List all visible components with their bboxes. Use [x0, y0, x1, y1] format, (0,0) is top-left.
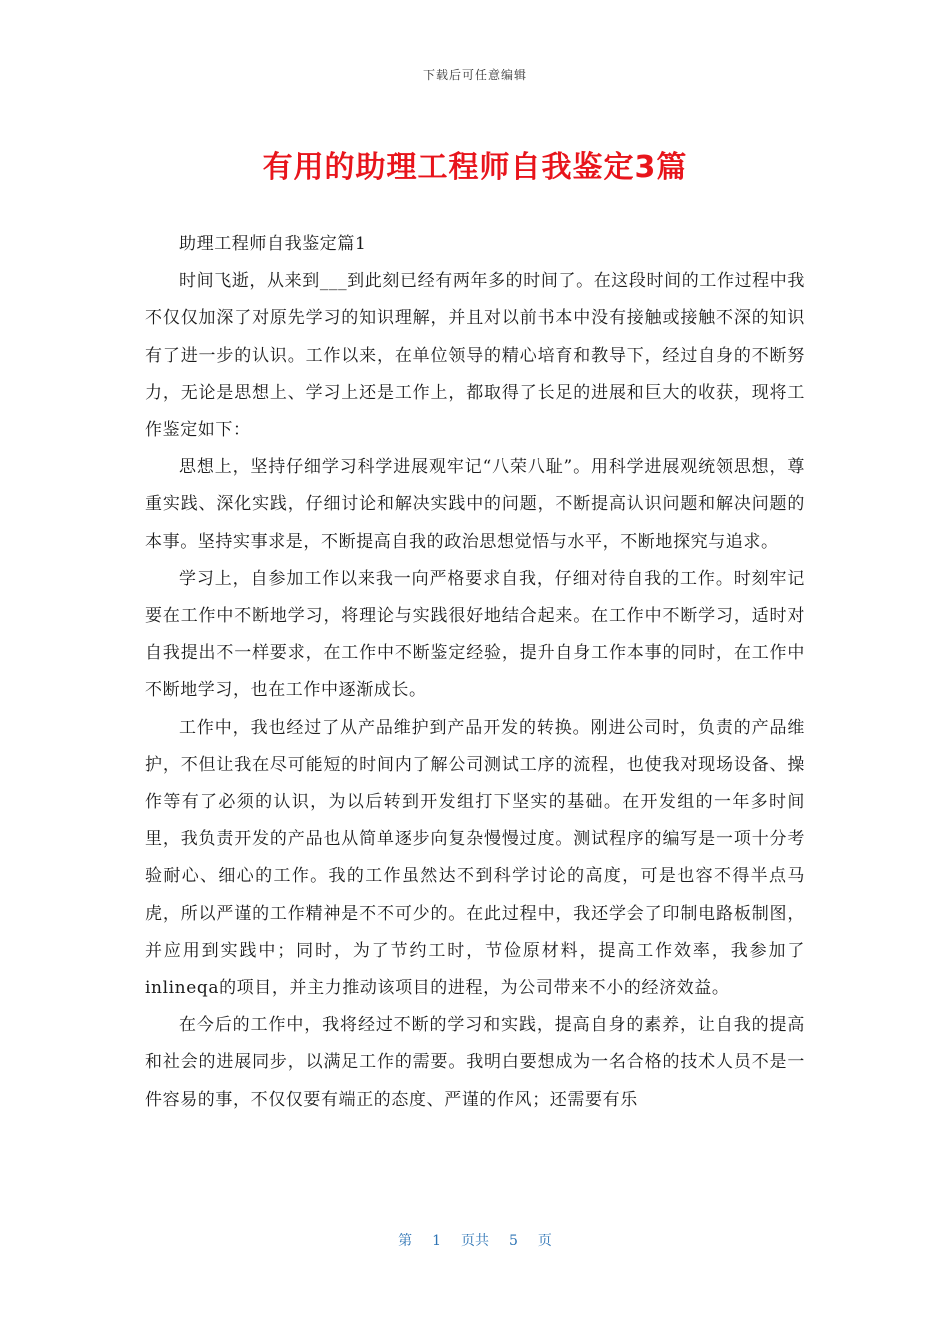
page-label: 第 — [398, 1233, 413, 1249]
page-current: 1 — [432, 1233, 441, 1249]
paragraph-future: 在今后的工作中，我将经过不断的学习和实践，提高自身的素养，让自我的提高和社会的进展同步，以满足工作的需要。我明白要想成为一名合格的技术人员不是一件容易的事，不仅仅要有端正的态度、严谨的作风；还需要有乐 — [145, 1015, 805, 1110]
paragraph-intro: 时间飞逝，从来到___到此刻已经有两年多的时间了。在这段时间的工作过程中我不仅仅加深了对原先学习的知识理解，并且对以前书本中没有接触或接触不深的知识有了进一步的认识。工作以来，在单位领导的精心培育和教导下，经过自身的不断努力，无论是思想上、学习上还是工作上，都取得了长足的进展和巨大的收获，现将工作鉴定如下： — [145, 271, 805, 441]
section-heading: 助理工程师自我鉴定篇1 — [179, 234, 367, 254]
page-mid-label: 页共 — [461, 1233, 489, 1249]
document-body — [145, 226, 805, 1119]
page-total: 5 — [509, 1233, 518, 1249]
page-number — [0, 1230, 950, 1250]
paragraph-study: 学习上，自参加工作以来我一向严格要求自我，仔细对待自我的工作。时刻牢记要在工作中不断地学习，将理论与实践很好地结合起来。在工作中不断学习，适时对自我提出不一样要求，在工作中不断鉴定经验，提升自身工作本事的同时，在工作中不断地学习，也在工作中逐渐成长。 — [145, 568, 805, 701]
paragraph-thought: 思想上，坚持仔细学习科学进展观牢记“八荣八耻”。用科学进展观统领思想，尊重实践、深化实践，仔细讨论和解决实践中的问题，不断提高认识问题和解决问题的本事。坚持实事求是，不断提高自我的政治思想觉悟与水平，不断地探究与追求。 — [145, 457, 805, 552]
page-end-label: 页 — [537, 1233, 552, 1249]
paragraph-work: 工作中，我也经过了从产品维护到产品开发的转换。刚进公司时，负责的产品维护，不但让我在尽可能短的时间内了解公司测试工序的流程，也使我对现场设备、操作等有了必须的认识，为以后转到开发组打下坚实的基础。在开发组的一年多时间里，我负责开发的产品也从简单逐步向复杂慢慢过度。测试程序的编写是一项十分考验耐心、细心的工作。我的工作虽然达不到科学讨论的高度，可是也容不得半点马虎，所以严谨的工作精神是不不可少的。在此过程中，我还学会了印制电路板制图，并应用到实践中；同时，为了节约工时，节俭原材料，提高工作效率，我参加了inlineqa的项目，并主力推动该项目的进程，为公司带来不小的经济效益。 — [145, 717, 805, 999]
page-header: 下载后可任意编辑 — [422, 68, 527, 82]
document-title: 有用的助理工程师自我鉴定3篇 — [262, 150, 688, 185]
